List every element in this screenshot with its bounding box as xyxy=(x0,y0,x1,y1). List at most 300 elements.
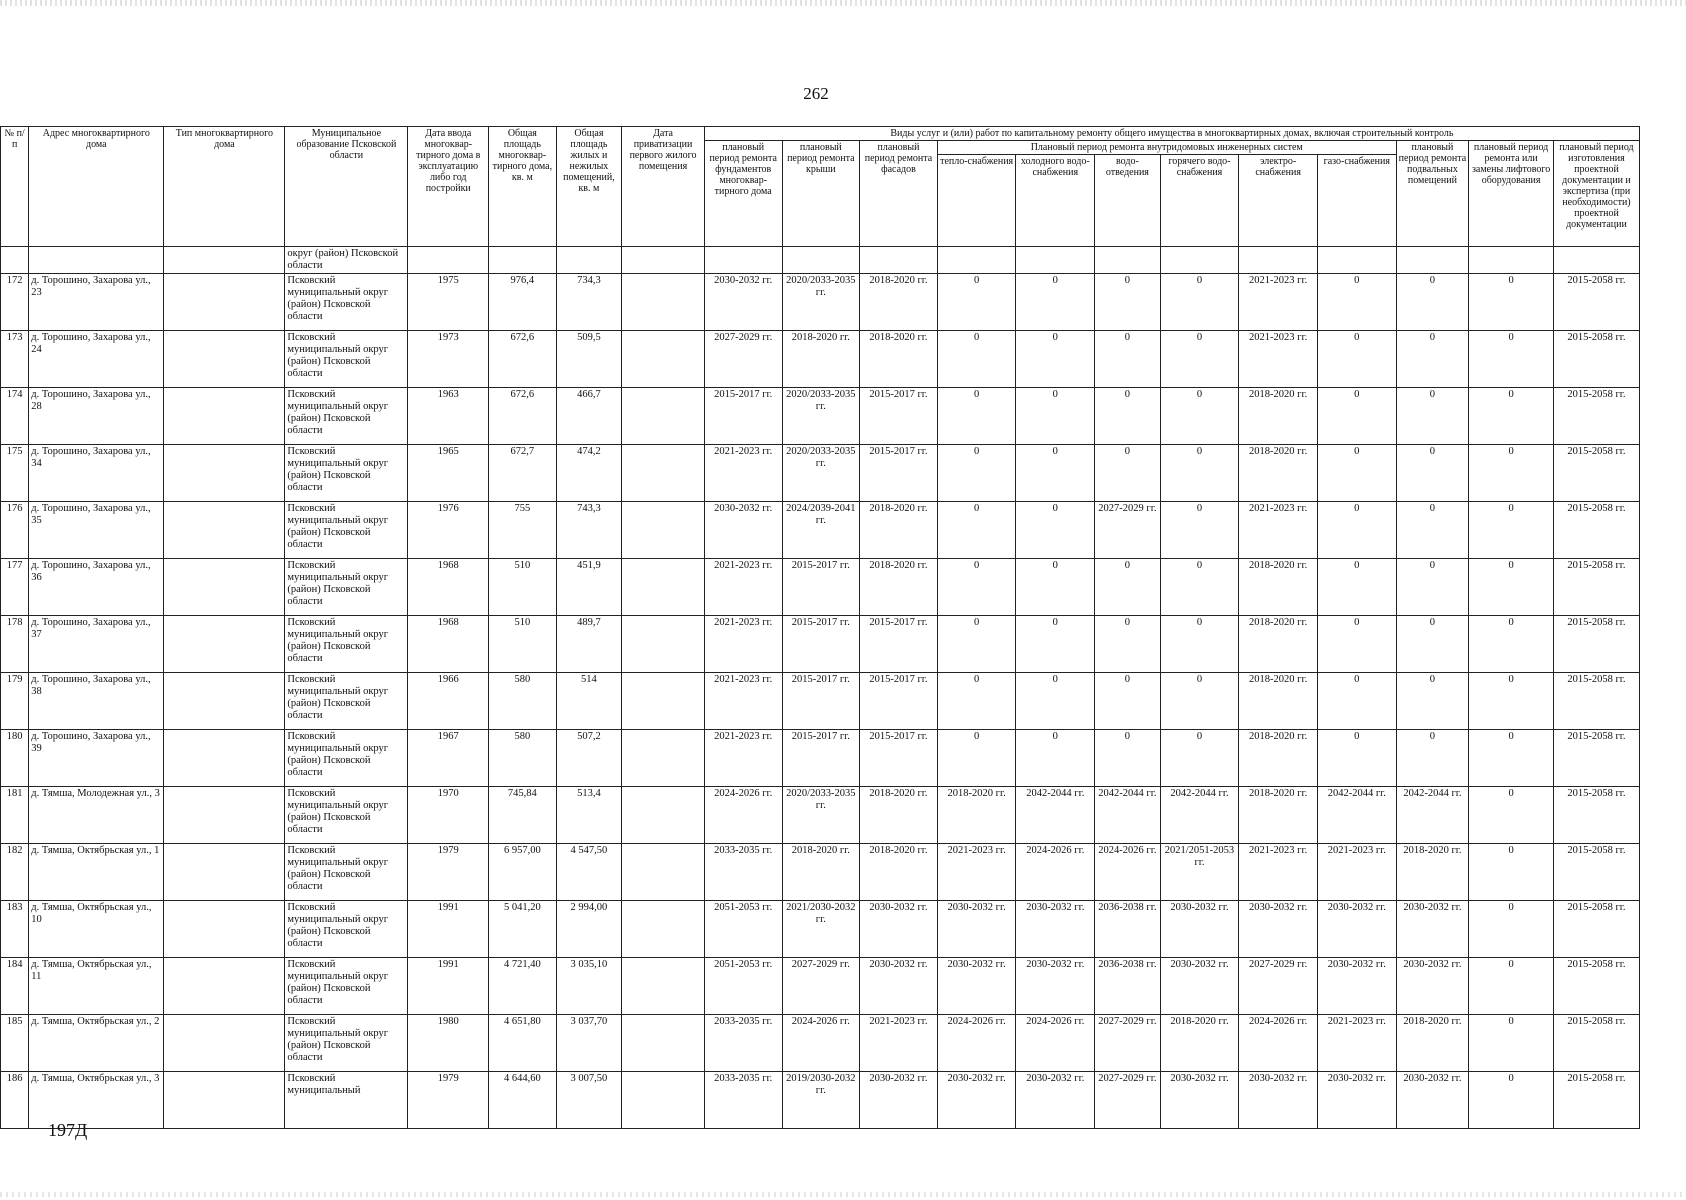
cell-address: д. Тямша, Молодежная ул., 3 xyxy=(29,787,164,844)
cell-living-area: 513,4 xyxy=(556,787,622,844)
cell-basement: 0 xyxy=(1396,730,1469,787)
cell-num: 176 xyxy=(1,502,29,559)
cell-elevator: 0 xyxy=(1469,787,1554,844)
cell-design: 2015-2058 гг. xyxy=(1553,1015,1639,1072)
cell-hot-water: 2018-2020 гг. xyxy=(1160,1015,1239,1072)
cell-municipality: Псковский муниципальный округ (район) Псковской области xyxy=(285,958,408,1015)
cell-gas: 0 xyxy=(1317,616,1396,673)
cell-roof: 2020/2033-2035 гг. xyxy=(782,445,860,502)
cell-privatization xyxy=(622,559,705,616)
cell-heat: 0 xyxy=(937,559,1016,616)
cell-sewage: 0 xyxy=(1095,388,1161,445)
cell-gas: 0 xyxy=(1317,559,1396,616)
cell-hot-water: 0 xyxy=(1160,673,1239,730)
cell-heat: 0 xyxy=(937,502,1016,559)
cell-elevator: 0 xyxy=(1469,502,1554,559)
cell-living-area: 734,3 xyxy=(556,274,622,331)
cell-design: 2015-2058 гг. xyxy=(1553,730,1639,787)
cell-design: 2015-2058 гг. xyxy=(1553,559,1639,616)
header-foundation: плановый период ремонта фундаментов многоквар-тирного дома xyxy=(704,141,782,247)
cell-heat: 2030-2032 гг. xyxy=(937,901,1016,958)
cell-heat: 2021-2023 гг. xyxy=(937,844,1016,901)
cell-elevator: 0 xyxy=(1469,331,1554,388)
table-row xyxy=(1,616,1640,673)
cell-roof: 2020/2033-2035 гг. xyxy=(782,787,860,844)
cell-electricity: 2021-2023 гг. xyxy=(1239,274,1318,331)
cell-year: 1965 xyxy=(408,445,489,502)
cell-privatization xyxy=(622,388,705,445)
cell-foundation: 2030-2032 гг. xyxy=(704,274,782,331)
cell-num: 183 xyxy=(1,901,29,958)
cell-cold-water: 2030-2032 гг. xyxy=(1016,901,1095,958)
cell-facade: 2018-2020 гг. xyxy=(860,502,938,559)
cell-total-area: 4 651,80 xyxy=(489,1015,557,1072)
cell-hot-water: 0 xyxy=(1160,559,1239,616)
cell-roof: 2027-2029 гг. xyxy=(782,958,860,1015)
cell-total-area: 510 xyxy=(489,559,557,616)
cell-facade: 2015-2017 гг. xyxy=(860,730,938,787)
cell-municipality: Псковский муниципальный округ (район) Псковской области xyxy=(285,445,408,502)
cell-electricity: 2027-2029 гг. xyxy=(1239,958,1318,1015)
cell-design: 2015-2058 гг. xyxy=(1553,1072,1639,1129)
cell-cold-water: 0 xyxy=(1016,730,1095,787)
cell-foundation: 2021-2023 гг. xyxy=(704,673,782,730)
cell-electricity: 2018-2020 гг. xyxy=(1239,559,1318,616)
cell-electricity: 2018-2020 гг. xyxy=(1239,616,1318,673)
cell-foundation: 2051-2053 гг. xyxy=(704,958,782,1015)
header-design: плановый период изготовления проектной документации и экспертиза (при необходимости) проектной документации xyxy=(1553,141,1639,247)
cell-address: д. Торошино, Захарова ул., 36 xyxy=(29,559,164,616)
cell-heat: 0 xyxy=(937,730,1016,787)
cell-num: 181 xyxy=(1,787,29,844)
cell-municipality: Псковский муниципальный xyxy=(285,1072,408,1129)
cell-electricity: 2018-2020 гг. xyxy=(1239,388,1318,445)
cell-sewage: 2027-2029 гг. xyxy=(1095,1072,1161,1129)
cell-year: 1991 xyxy=(408,958,489,1015)
cell-hot-water: 2030-2032 гг. xyxy=(1160,1072,1239,1129)
cell-elevator: 0 xyxy=(1469,445,1554,502)
cell-foundation: 2033-2035 гг. xyxy=(704,844,782,901)
cell-living-area: 451,9 xyxy=(556,559,622,616)
cell-municipality: Псковский муниципальный округ (район) Псковской области xyxy=(285,673,408,730)
cell-address: д. Тямша, Октябрьская ул., 10 xyxy=(29,901,164,958)
cell-elevator: 0 xyxy=(1469,388,1554,445)
cell-roof: 2018-2020 гг. xyxy=(782,844,860,901)
cell-foundation: 2021-2023 гг. xyxy=(704,730,782,787)
header-hot-water: горячего водо-снабжения xyxy=(1160,155,1239,247)
cell-sewage: 2027-2029 гг. xyxy=(1095,1015,1161,1072)
cell-basement: 2030-2032 гг. xyxy=(1396,901,1469,958)
cell-sewage: 0 xyxy=(1095,559,1161,616)
cell-sewage: 0 xyxy=(1095,730,1161,787)
cell-municipality: Псковский муниципальный округ (район) Псковской области xyxy=(285,844,408,901)
cell-foundation: 2024-2026 гг. xyxy=(704,787,782,844)
cell-electricity: 2021-2023 гг. xyxy=(1239,502,1318,559)
cell-elevator: 0 xyxy=(1469,730,1554,787)
table-row xyxy=(1,274,1640,331)
cell-roof: 2015-2017 гг. xyxy=(782,559,860,616)
cell-year: 1963 xyxy=(408,388,489,445)
cell-basement: 0 xyxy=(1396,331,1469,388)
cell-roof: 2018-2020 гг. xyxy=(782,331,860,388)
cell-roof: 2024-2026 гг. xyxy=(782,1015,860,1072)
cell-electricity: 2030-2032 гг. xyxy=(1239,1072,1318,1129)
cell-foundation: 2021-2023 гг. xyxy=(704,559,782,616)
cell-address: д. Тямша, Октябрьская ул., 2 xyxy=(29,1015,164,1072)
cell-year: 1966 xyxy=(408,673,489,730)
cell-type xyxy=(164,787,285,844)
cell-design: 2015-2058 гг. xyxy=(1553,844,1639,901)
table-row xyxy=(1,673,1640,730)
cell-facade: 2018-2020 гг. xyxy=(860,274,938,331)
cell-electricity: 2018-2020 гг. xyxy=(1239,730,1318,787)
cell-privatization xyxy=(622,787,705,844)
cell-electricity: 2018-2020 гг. xyxy=(1239,445,1318,502)
cell-facade: 2015-2017 гг. xyxy=(860,616,938,673)
cell-total-area: 510 xyxy=(489,616,557,673)
cell-heat: 2024-2026 гг. xyxy=(937,1015,1016,1072)
cell-total-area: 755 xyxy=(489,502,557,559)
cell-foundation: 2015-2017 гг. xyxy=(704,388,782,445)
cell-gas: 2021-2023 гг. xyxy=(1317,844,1396,901)
cell-type xyxy=(164,844,285,901)
cell-year: 1975 xyxy=(408,274,489,331)
table-row xyxy=(1,388,1640,445)
cell-address: д. Торошино, Захарова ул., 24 xyxy=(29,331,164,388)
cell-design: 2015-2058 гг. xyxy=(1553,388,1639,445)
cell-hot-water: 2030-2032 гг. xyxy=(1160,958,1239,1015)
cell-num: 174 xyxy=(1,388,29,445)
header-year: Дата ввода многоквар-тирного дома в эксплуатацию либо год постройки xyxy=(408,127,489,247)
cell-total-area: 6 957,00 xyxy=(489,844,557,901)
cell-address: д. Торошино, Захарова ул., 39 xyxy=(29,730,164,787)
cell-year: 1967 xyxy=(408,730,489,787)
cell-basement: 2030-2032 гг. xyxy=(1396,958,1469,1015)
cell-electricity: 2018-2020 гг. xyxy=(1239,673,1318,730)
cell-gas: 2030-2032 гг. xyxy=(1317,901,1396,958)
cell-living-area: 4 547,50 xyxy=(556,844,622,901)
cell-sewage: 2027-2029 гг. xyxy=(1095,502,1161,559)
header-municipality: Муниципальное образование Псковской области xyxy=(285,127,408,247)
cell-foundation: 2021-2023 гг. xyxy=(704,445,782,502)
table-row xyxy=(1,844,1640,901)
cell-address: д. Тямша, Октябрьская ул., 3 xyxy=(29,1072,164,1129)
cell-foundation: 2033-2035 гг. xyxy=(704,1015,782,1072)
cell-elevator: 0 xyxy=(1469,559,1554,616)
header-heat: тепло-снабжения xyxy=(937,155,1016,247)
cell-cold-water: 2024-2026 гг. xyxy=(1016,844,1095,901)
cell-gas: 0 xyxy=(1317,502,1396,559)
cell-electricity: 2024-2026 гг. xyxy=(1239,1015,1318,1072)
cell-living-area: 507,2 xyxy=(556,730,622,787)
cell-cold-water: 2030-2032 гг. xyxy=(1016,1072,1095,1129)
continuation-municipality: округ (район) Псковской области xyxy=(285,247,408,274)
cell-cold-water: 0 xyxy=(1016,445,1095,502)
header-sewage: водо-отведения xyxy=(1095,155,1161,247)
cell-foundation: 2027-2029 гг. xyxy=(704,331,782,388)
table-row xyxy=(1,331,1640,388)
cell-hot-water: 0 xyxy=(1160,502,1239,559)
cell-privatization xyxy=(622,1015,705,1072)
cell-facade: 2015-2017 гг. xyxy=(860,673,938,730)
cell-municipality: Псковский муниципальный округ (район) Псковской области xyxy=(285,502,408,559)
cell-privatization xyxy=(622,616,705,673)
cell-sewage: 0 xyxy=(1095,274,1161,331)
table-row xyxy=(1,559,1640,616)
cell-design: 2015-2058 гг. xyxy=(1553,901,1639,958)
cell-total-area: 672,6 xyxy=(489,388,557,445)
cell-municipality: Псковский муниципальный округ (район) Псковской области xyxy=(285,901,408,958)
cell-basement: 0 xyxy=(1396,616,1469,673)
cell-cold-water: 2030-2032 гг. xyxy=(1016,958,1095,1015)
cell-living-area: 474,2 xyxy=(556,445,622,502)
cell-hot-water: 0 xyxy=(1160,616,1239,673)
cell-facade: 2021-2023 гг. xyxy=(860,1015,938,1072)
cell-living-area: 3 007,50 xyxy=(556,1072,622,1129)
table-row xyxy=(1,901,1640,958)
cell-total-area: 580 xyxy=(489,730,557,787)
cell-num: 186 xyxy=(1,1072,29,1129)
cell-address: д. Торошино, Захарова ул., 28 xyxy=(29,388,164,445)
cell-heat: 0 xyxy=(937,445,1016,502)
header-facade: плановый период ремонта фасадов xyxy=(860,141,938,247)
cell-address: д. Торошино, Захарова ул., 37 xyxy=(29,616,164,673)
cell-privatization xyxy=(622,274,705,331)
cell-gas: 0 xyxy=(1317,730,1396,787)
cell-year: 1973 xyxy=(408,331,489,388)
continuation-row xyxy=(1,247,1640,274)
cell-type xyxy=(164,1015,285,1072)
cell-privatization xyxy=(622,730,705,787)
cell-total-area: 745,84 xyxy=(489,787,557,844)
cell-address: д. Торошино, Захарова ул., 23 xyxy=(29,274,164,331)
cell-sewage: 0 xyxy=(1095,445,1161,502)
cell-hot-water: 0 xyxy=(1160,445,1239,502)
cell-year: 1979 xyxy=(408,1072,489,1129)
cell-year: 1991 xyxy=(408,901,489,958)
cell-facade: 2030-2032 гг. xyxy=(860,1072,938,1129)
cell-basement: 0 xyxy=(1396,559,1469,616)
cell-living-area: 3 035,10 xyxy=(556,958,622,1015)
table-row xyxy=(1,1015,1640,1072)
cell-municipality: Псковский муниципальный округ (район) Псковской области xyxy=(285,331,408,388)
cell-roof: 2021/2030-2032 гг. xyxy=(782,901,860,958)
cell-cold-water: 0 xyxy=(1016,502,1095,559)
cell-privatization xyxy=(622,1072,705,1129)
cell-privatization xyxy=(622,673,705,730)
cell-roof: 2015-2017 гг. xyxy=(782,616,860,673)
cell-hot-water: 0 xyxy=(1160,274,1239,331)
cell-type xyxy=(164,331,285,388)
cell-num: 173 xyxy=(1,331,29,388)
header-systems: Плановый период ремонта внутридомовых инженерных систем xyxy=(937,141,1396,155)
cell-type xyxy=(164,274,285,331)
cell-sewage: 2024-2026 гг. xyxy=(1095,844,1161,901)
cell-basement: 0 xyxy=(1396,274,1469,331)
cell-address: д. Тямша, Октябрьская ул., 11 xyxy=(29,958,164,1015)
table-row xyxy=(1,730,1640,787)
cell-basement: 2030-2032 гг. xyxy=(1396,1072,1469,1129)
cell-elevator: 0 xyxy=(1469,1072,1554,1129)
cell-gas: 0 xyxy=(1317,331,1396,388)
cell-privatization xyxy=(622,445,705,502)
cell-year: 1980 xyxy=(408,1015,489,1072)
header-services: Виды услуг и (или) работ по капитальному ремонту общего имущества в многоквартирных домах, включая строительный контроль xyxy=(704,127,1639,141)
cell-roof: 2019/2030-2032 гг. xyxy=(782,1072,860,1129)
scan-edge-bottom xyxy=(0,1192,1686,1197)
cell-municipality: Псковский муниципальный округ (район) Псковской области xyxy=(285,388,408,445)
cell-facade: 2015-2017 гг. xyxy=(860,388,938,445)
cell-facade: 2018-2020 гг. xyxy=(860,844,938,901)
cell-total-area: 4 721,40 xyxy=(489,958,557,1015)
table-row xyxy=(1,958,1640,1015)
header-elevator: плановый период ремонта или замены лифтового оборудования xyxy=(1469,141,1554,247)
cell-address: д. Торошино, Захарова ул., 34 xyxy=(29,445,164,502)
header-total-area: Общая площадь многоквар-тирного дома, кв. м xyxy=(489,127,557,247)
header-privatization: Дата приватизации первого жилого помещения xyxy=(622,127,705,247)
cell-elevator: 0 xyxy=(1469,274,1554,331)
cell-year: 1979 xyxy=(408,844,489,901)
cell-basement: 2018-2020 гг. xyxy=(1396,1015,1469,1072)
cell-basement: 0 xyxy=(1396,388,1469,445)
cell-sewage: 0 xyxy=(1095,673,1161,730)
cell-gas: 0 xyxy=(1317,445,1396,502)
cell-type xyxy=(164,445,285,502)
cell-gas: 0 xyxy=(1317,274,1396,331)
cell-cold-water: 0 xyxy=(1016,331,1095,388)
cell-design: 2015-2058 гг. xyxy=(1553,331,1639,388)
cell-total-area: 4 644,60 xyxy=(489,1072,557,1129)
header-address: Адрес многоквартирного дома xyxy=(29,127,164,247)
scan-edge-top xyxy=(0,0,1686,6)
document-code: 197Д xyxy=(48,1120,88,1140)
table-row xyxy=(1,445,1640,502)
cell-heat: 2018-2020 гг. xyxy=(937,787,1016,844)
cell-hot-water: 2042-2044 гг. xyxy=(1160,787,1239,844)
cell-hot-water: 2030-2032 гг. xyxy=(1160,901,1239,958)
cell-privatization xyxy=(622,901,705,958)
cell-gas: 2030-2032 гг. xyxy=(1317,1072,1396,1129)
cell-gas: 0 xyxy=(1317,388,1396,445)
cell-hot-water: 0 xyxy=(1160,331,1239,388)
cell-num: 175 xyxy=(1,445,29,502)
cell-electricity: 2018-2020 гг. xyxy=(1239,787,1318,844)
cell-facade: 2030-2032 гг. xyxy=(860,958,938,1015)
cell-cold-water: 2024-2026 гг. xyxy=(1016,1015,1095,1072)
cell-elevator: 0 xyxy=(1469,958,1554,1015)
cell-heat: 0 xyxy=(937,616,1016,673)
cell-municipality: Псковский муниципальный округ (район) Псковской области xyxy=(285,1015,408,1072)
cell-facade: 2018-2020 гг. xyxy=(860,331,938,388)
cell-year: 1976 xyxy=(408,502,489,559)
cell-num: 182 xyxy=(1,844,29,901)
cell-gas: 0 xyxy=(1317,673,1396,730)
cell-total-area: 672,6 xyxy=(489,331,557,388)
cell-total-area: 5 041,20 xyxy=(489,901,557,958)
cell-sewage: 2036-2038 гг. xyxy=(1095,901,1161,958)
cell-num: 180 xyxy=(1,730,29,787)
cell-facade: 2018-2020 гг. xyxy=(860,787,938,844)
cell-municipality: Псковский муниципальный округ (район) Псковской области xyxy=(285,559,408,616)
cell-living-area: 743,3 xyxy=(556,502,622,559)
cell-elevator: 0 xyxy=(1469,1015,1554,1072)
cell-num: 185 xyxy=(1,1015,29,1072)
cell-heat: 2030-2032 гг. xyxy=(937,958,1016,1015)
cell-design: 2015-2058 гг. xyxy=(1553,673,1639,730)
cell-heat: 0 xyxy=(937,388,1016,445)
cell-design: 2015-2058 гг. xyxy=(1553,958,1639,1015)
cell-foundation: 2033-2035 гг. xyxy=(704,1072,782,1129)
cell-total-area: 976,4 xyxy=(489,274,557,331)
cell-type xyxy=(164,673,285,730)
cell-elevator: 0 xyxy=(1469,673,1554,730)
cell-heat: 0 xyxy=(937,673,1016,730)
cell-gas: 2030-2032 гг. xyxy=(1317,958,1396,1015)
table-body xyxy=(1,247,1640,1129)
table-row xyxy=(1,502,1640,559)
cell-type xyxy=(164,502,285,559)
cell-num: 179 xyxy=(1,673,29,730)
cell-privatization xyxy=(622,958,705,1015)
cell-living-area: 2 994,00 xyxy=(556,901,622,958)
cell-type xyxy=(164,901,285,958)
cell-gas: 2042-2044 гг. xyxy=(1317,787,1396,844)
cell-living-area: 514 xyxy=(556,673,622,730)
header-cold-water: холодного водо-снабжения xyxy=(1016,155,1095,247)
cell-hot-water: 0 xyxy=(1160,730,1239,787)
cell-roof: 2015-2017 гг. xyxy=(782,730,860,787)
header-electricity: электро-снабжения xyxy=(1239,155,1318,247)
cell-living-area: 489,7 xyxy=(556,616,622,673)
cell-basement: 0 xyxy=(1396,502,1469,559)
table-row xyxy=(1,1072,1640,1129)
cell-design: 2015-2058 гг. xyxy=(1553,502,1639,559)
cell-roof: 2020/2033-2035 гг. xyxy=(782,388,860,445)
header-roof: плановый период ремонта крыши xyxy=(782,141,860,247)
cell-sewage: 0 xyxy=(1095,331,1161,388)
cell-design: 2015-2058 гг. xyxy=(1553,616,1639,673)
cell-year: 1970 xyxy=(408,787,489,844)
cell-type xyxy=(164,616,285,673)
cell-elevator: 0 xyxy=(1469,901,1554,958)
capital-repair-table xyxy=(0,126,1640,1129)
cell-heat: 0 xyxy=(937,331,1016,388)
cell-municipality: Псковский муниципальный округ (район) Псковской области xyxy=(285,274,408,331)
cell-address: д. Торошино, Захарова ул., 38 xyxy=(29,673,164,730)
cell-foundation: 2030-2032 гг. xyxy=(704,502,782,559)
cell-facade: 2015-2017 гг. xyxy=(860,445,938,502)
cell-foundation: 2021-2023 гг. xyxy=(704,616,782,673)
cell-privatization xyxy=(622,844,705,901)
cell-privatization xyxy=(622,502,705,559)
cell-municipality: Псковский муниципальный округ (район) Псковской области xyxy=(285,730,408,787)
cell-type xyxy=(164,1072,285,1129)
cell-type xyxy=(164,388,285,445)
cell-cold-water: 0 xyxy=(1016,559,1095,616)
header-type: Тип многоквартирного дома xyxy=(164,127,285,247)
header-row-1 xyxy=(1,127,1640,141)
cell-cold-water: 0 xyxy=(1016,673,1095,730)
cell-roof: 2024/2039-2041 гг. xyxy=(782,502,860,559)
cell-hot-water: 2021/2051-2053 гг. xyxy=(1160,844,1239,901)
cell-design: 2015-2058 гг. xyxy=(1553,274,1639,331)
cell-basement: 2042-2044 гг. xyxy=(1396,787,1469,844)
cell-privatization xyxy=(622,331,705,388)
cell-gas: 2021-2023 гг. xyxy=(1317,1015,1396,1072)
page-number: 262 xyxy=(803,84,829,103)
cell-heat: 0 xyxy=(937,274,1016,331)
cell-living-area: 466,7 xyxy=(556,388,622,445)
